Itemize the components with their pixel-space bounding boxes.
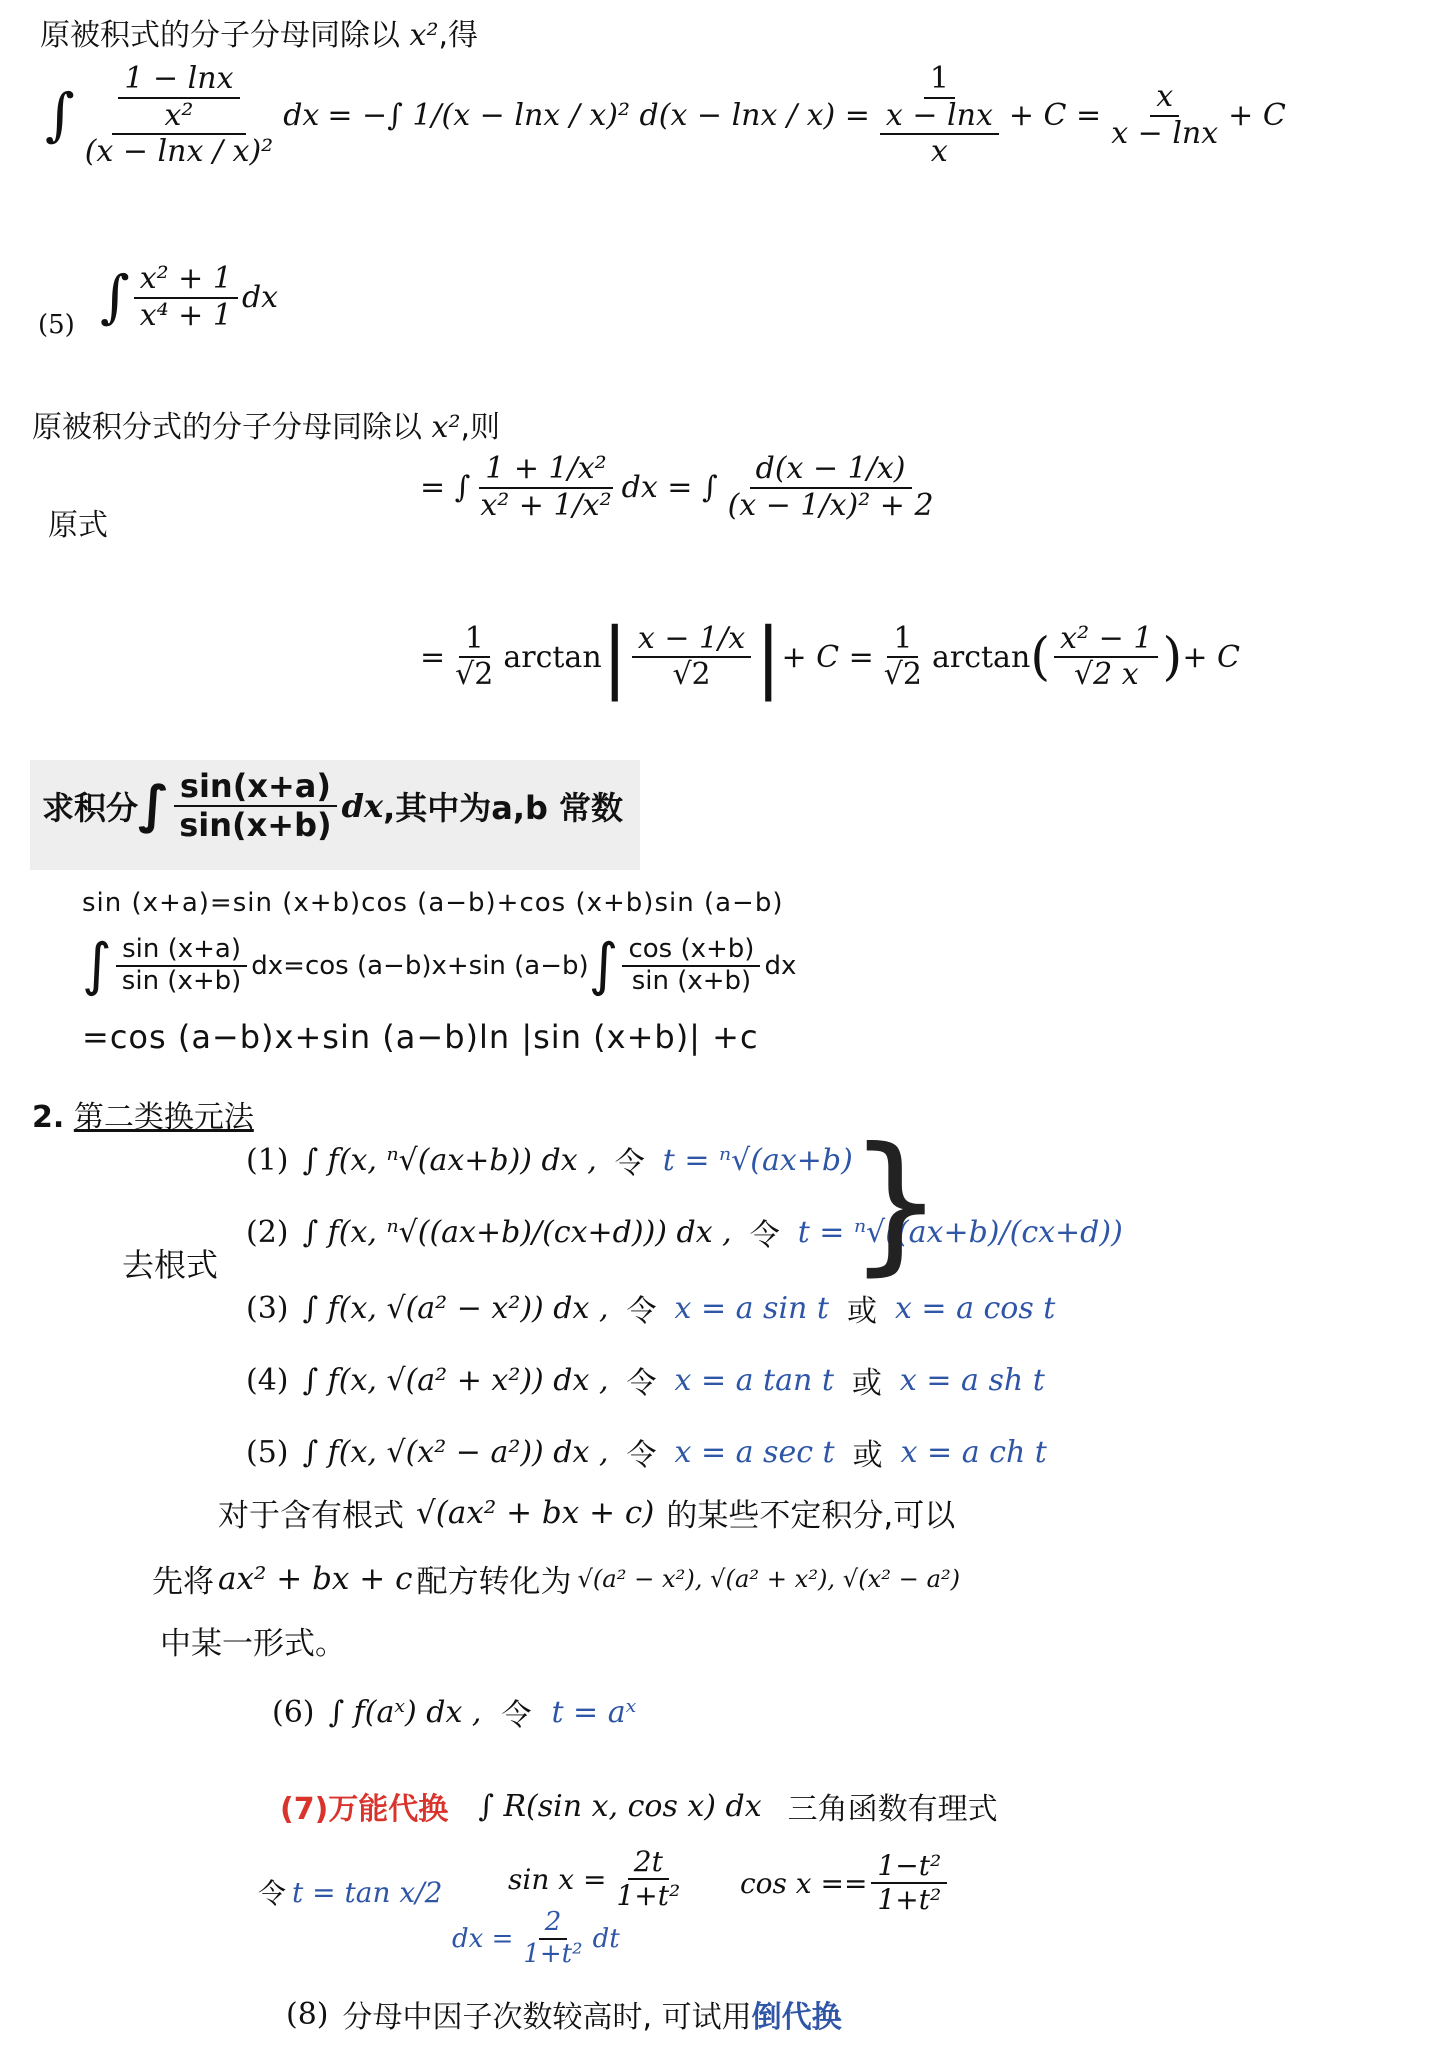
sec5-intro-end: ,则 — [460, 410, 501, 445]
problem-sol2-frac2 — [622, 935, 760, 997]
sec5-line1 — [420, 452, 944, 523]
substitution-item — [246, 1286, 1055, 1330]
sec5-fraction — [134, 262, 238, 333]
qugenshi-label: 去根式 — [122, 1246, 219, 1284]
item7-desc: 三角函数有理式 — [787, 1792, 998, 1827]
sec4-mid-den-bottom: x — [930, 134, 948, 169]
substitution-ling: 令 — [626, 1438, 657, 1473]
sec4-mid-fraction — [874, 62, 1005, 170]
sec5-line2-coef-den: √2 — [455, 657, 494, 692]
substitution-sub: t = ⁿ√(ax+b) — [662, 1142, 853, 1178]
sec4-equation: ∫ $\frac{\frac{1 - \ln x}{\text{x²}}}{\text{(x − lnx / x)²}}$ d x = −∫ 1/(x − lnx / x)² d(x − lnx / x) = $\frac{1}{\frac{x - \ln x}{x}}$ + C = $\frac{x}{x - \ln x}$ + C — [45, 61, 1286, 169]
problem-sol3: =cos (a−b)x+sin (a−b)ln |sin (x+b)| +c — [82, 1018, 759, 1056]
problem-sol2-den: sin (x+b) — [121, 965, 242, 996]
problem-fraction — [173, 768, 337, 844]
sec4-final-num: x — [1150, 80, 1179, 117]
substitution-label: (3) — [246, 1290, 289, 1326]
sec5-line2-coef2 — [878, 622, 928, 693]
item6-sub: t = aˣ — [551, 1694, 637, 1730]
sec5-integral — [100, 262, 278, 333]
sec5-num: x² + 1 — [134, 262, 238, 299]
substitution-or: 或 — [846, 1294, 877, 1329]
substitution-ling: 令 — [749, 1218, 780, 1253]
problem-sol1: sin (x+a)=sin (x+b)cos (a−b)+cos (x+b)sin (a−b) — [82, 888, 784, 918]
sec4-left-num-top: 1 − lnx — [118, 62, 239, 99]
sec4-left-num-frac — [118, 62, 239, 133]
integral-sign: ∫ — [45, 82, 75, 149]
sec4-intro-var: x² — [409, 18, 439, 53]
substitution-expr: ∫ f(x, ⁿ√(ax+b)) dx , — [302, 1142, 597, 1178]
sec5-label: (5) — [38, 310, 75, 340]
sec5-intro — [32, 402, 500, 446]
note1-b: 的某些不定积分,可以 — [666, 1498, 956, 1534]
item7-cos-den: 1+t² — [877, 1883, 942, 1917]
note2-b: 配方转化为 — [416, 1564, 572, 1600]
item7-cos — [740, 1850, 951, 1916]
substitution-item — [246, 1138, 853, 1182]
substitution-or: 或 — [851, 1366, 882, 1401]
item7-dt: dt — [592, 1923, 620, 1954]
item8-label: (8) — [286, 1996, 329, 2032]
sec5-line1-num: 1 + 1/x² — [479, 452, 612, 489]
problem-title-suffix: ,其中为a,b 常数 — [383, 788, 624, 827]
substitution-item — [246, 1430, 1047, 1474]
sec4-left-fraction — [79, 62, 280, 170]
substitution-sub2: x = a ch t — [900, 1434, 1047, 1470]
item7 — [280, 1784, 998, 1828]
note1-a: 对于含有根式 — [218, 1498, 404, 1534]
integral-sign: ∫ — [82, 932, 112, 999]
sec5-line2-arg2-den: √2 x — [1073, 657, 1139, 692]
substitution-label: (2) — [246, 1214, 289, 1250]
item7-cos-frac — [871, 1850, 947, 1916]
item7-dx-num: 2 — [539, 1908, 568, 1940]
integral-sign: ∫ — [138, 775, 170, 836]
sec4-final-den: x − lnx — [1111, 115, 1219, 151]
problem-sol2-num2: cos (x+b) — [622, 935, 760, 967]
item7-sin-num: 2t — [628, 1846, 669, 1880]
sec5-line2-arg-den: √2 — [672, 657, 711, 692]
integral-sign: ∫ — [588, 932, 619, 999]
problem-title-prefix: 求积分 — [42, 788, 139, 827]
sec5-arctan: arctan — [503, 639, 602, 675]
problem-sol2-dx: dx — [764, 950, 797, 981]
note2-expr: ax² + bx + c — [218, 1560, 413, 1597]
item6-expr: ∫ f(aˣ) dx , — [328, 1694, 482, 1730]
note2 — [152, 1556, 960, 1601]
sec4-left-num — [112, 62, 245, 135]
paren-right: ) — [1162, 627, 1183, 687]
integral-sign: ∫ — [100, 264, 130, 330]
item7-sin-den: 1+t² — [616, 1879, 681, 1913]
sec5-line2-coef — [449, 622, 499, 693]
problem-title — [42, 768, 623, 844]
item8-text: 分母中因子次数较高时, 可试用 — [342, 2000, 752, 2035]
sec5-yuanshi: 原式 — [48, 508, 108, 543]
sec5-line2 — [420, 612, 1240, 702]
sec4-intro-end: ,得 — [438, 18, 479, 53]
item7-dx-label: dx = — [452, 1923, 514, 1954]
sec4-mid-den — [874, 99, 1005, 170]
note2-a: 先将 — [152, 1564, 214, 1600]
item7-cos-num: 1−t² — [871, 1850, 947, 1884]
substitution-sub2: x = a cos t — [894, 1290, 1056, 1326]
substitution-ling: 令 — [614, 1146, 645, 1181]
substitution-expr: ∫ f(x, ⁿ√((ax+b)/(cx+d))) dx , — [302, 1214, 732, 1250]
sec5-line2-coef2-den: √2 — [883, 657, 922, 692]
sec5-line1-num2: d(x − 1/x) — [750, 452, 912, 489]
sec5-line1-b: dx = ∫ — [621, 470, 718, 505]
item8-strong: 倒代换 — [751, 2000, 842, 2035]
sec5-dx: dx — [241, 280, 279, 315]
sec5-line2-arg2 — [1054, 622, 1158, 693]
substitution-expr: ∫ f(x, √(a² − x²)) dx , — [302, 1290, 609, 1326]
sec4-mid-num: 1 — [924, 62, 955, 99]
item7-cos-label: cos x == — [740, 1866, 868, 1900]
paren-left: ( — [1030, 627, 1051, 687]
substitution-sub2: x = a sh t — [899, 1362, 1045, 1398]
sec5-line2-coef2-num: 1 — [887, 622, 918, 659]
substitution-item — [246, 1210, 1123, 1254]
sec5-line2-arg2-num: x² − 1 — [1054, 622, 1158, 659]
substitution-ling: 令 — [626, 1294, 657, 1329]
substitution-sub: x = a sec t — [674, 1434, 835, 1470]
item7-sin — [508, 1846, 690, 1912]
section2-number: 2. — [32, 1100, 65, 1135]
item7-sub — [258, 1872, 442, 1912]
item7-label: (7)万能代换 — [280, 1792, 449, 1827]
item7-t: t = tan x/2 — [292, 1875, 443, 1909]
item7-dx — [452, 1908, 620, 1970]
substitution-item — [246, 1358, 1045, 1402]
note1 — [218, 1490, 955, 1535]
item7-dx-frac — [517, 1908, 588, 1970]
problem-den: sin(x+b) — [179, 805, 332, 844]
substitution-expr: ∫ f(x, √(a² + x²)) dx , — [302, 1362, 609, 1398]
substitution-ling: 令 — [626, 1366, 657, 1401]
substitution-expr: ∫ f(x, √(x² − a²)) dx , — [302, 1434, 609, 1470]
sec4-intro-text: 原被积式的分子分母同除以 — [40, 18, 400, 53]
brace-right: } — [848, 1116, 944, 1290]
item7-expr: ∫ R(sin x, cos x) dx — [478, 1788, 762, 1824]
problem-sol2-mid: dx=cos (a−b)x+sin (a−b) — [251, 950, 589, 981]
problem-num: sin(x+a) — [174, 768, 337, 807]
sec4-eq-c2: + C — [1228, 98, 1286, 134]
substitution-or: 或 — [852, 1438, 883, 1473]
problem-sol2 — [82, 932, 797, 999]
bracket-left: | — [601, 612, 628, 702]
problem-sol2-den2: sin (x+b) — [631, 965, 752, 996]
note2-forms: √(a² − x²), √(a² + x²), √(x² − a²) — [577, 1564, 961, 1593]
sec5-line1-den: x² + 1/x² — [480, 487, 612, 523]
problem-sol2-frac1 — [116, 935, 247, 997]
item6-ling: 令 — [501, 1698, 532, 1733]
section2-heading — [32, 1092, 254, 1136]
sec4-final-fraction — [1105, 80, 1224, 151]
sec5-intro-var: x² — [431, 410, 461, 445]
sec5-line1-a: = ∫ — [420, 470, 471, 505]
sec5-line2-b: + C = — [781, 639, 874, 675]
sec5-arctan2: arctan — [931, 639, 1031, 675]
sec4-left-den: (x − lnx / x)² — [84, 134, 274, 169]
item8 — [286, 1992, 842, 2036]
sec5-line2-coef-num: 1 — [459, 622, 490, 659]
item7-sin-label: sin x = — [508, 1862, 607, 1896]
item6 — [272, 1690, 636, 1734]
bracket-right: | — [755, 612, 782, 702]
note1-expr: √(ax² + bx + c) — [416, 1494, 655, 1531]
item7-sin-frac — [610, 1846, 686, 1912]
substitution-sub: x = a sin t — [674, 1290, 829, 1326]
problem-dx: dx — [341, 786, 384, 825]
problem-sol2-num: sin (x+a) — [116, 935, 247, 967]
item7-ling: 令 — [258, 1877, 287, 1910]
sec4-left-num-bottom: x² — [164, 97, 194, 133]
sec4-intro — [40, 10, 478, 54]
substitution-label: (1) — [246, 1142, 289, 1178]
sec5-line2-c: + C — [1182, 639, 1240, 675]
sec5-line2-arg — [632, 622, 751, 693]
sec5-line2-arg-num: x − 1/x — [632, 622, 751, 659]
sec4-eq-mid: = −∫ 1/(x − lnx / x)² d(x − lnx / x) = — [327, 98, 870, 134]
section2-title: 第二类换元法 — [73, 1100, 254, 1135]
sec5-den: x⁴ + 1 — [139, 297, 232, 333]
sec5-line2-a: = — [420, 639, 446, 675]
sec5-line1-den2: (x − 1/x)² + 2 — [727, 487, 934, 523]
substitution-label: (5) — [246, 1434, 289, 1470]
substitution-label: (4) — [246, 1362, 289, 1398]
sec4-eq-c1: + C = — [1008, 98, 1102, 134]
item7-dx-den: 1+t² — [523, 1938, 583, 1969]
substitution-sub: x = a tan t — [674, 1362, 834, 1398]
sec5-line1-frac1 — [474, 452, 617, 523]
substitution-sub: t = ⁿ√((ax+b)/(cx+d)) — [797, 1214, 1123, 1250]
sec4-mid-den-top: x − lnx — [880, 99, 999, 136]
note3: 中某一形式。 — [160, 1626, 346, 1662]
item6-label: (6) — [272, 1694, 315, 1730]
sec5-line1-frac2 — [722, 452, 940, 523]
sec5-intro-text: 原被积分式的分子分母同除以 — [32, 410, 422, 445]
